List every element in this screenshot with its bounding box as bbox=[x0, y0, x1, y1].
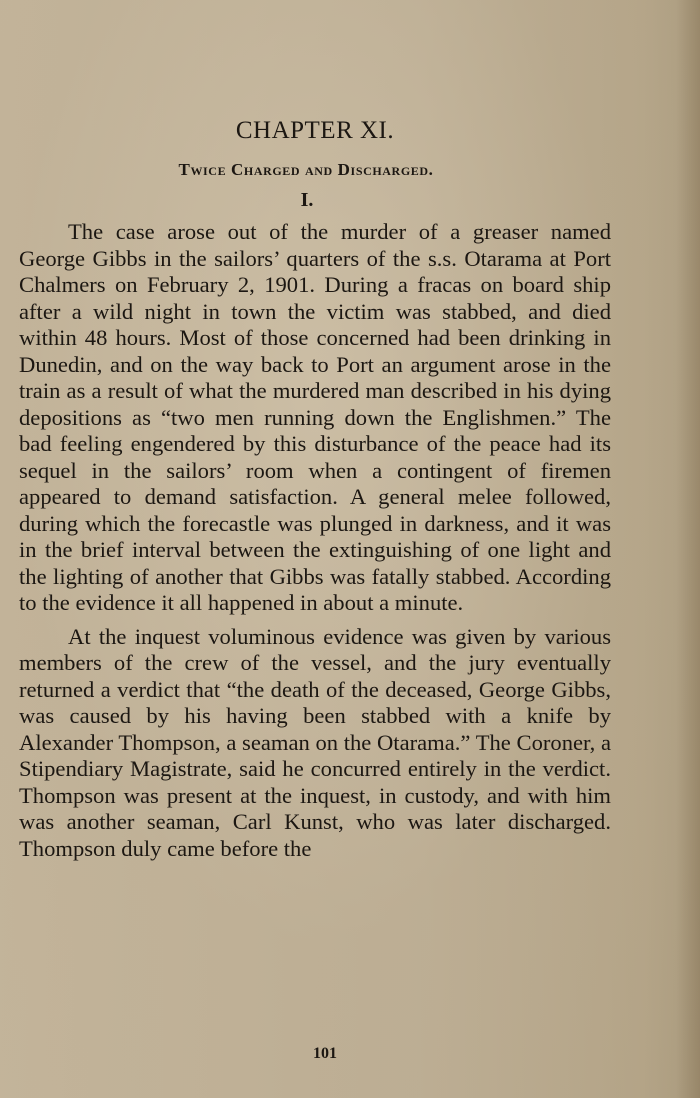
chapter-title: CHAPTER XI. bbox=[235, 117, 395, 144]
section-number: I. bbox=[300, 189, 314, 211]
chapter-subtitle: Twice Charged and Discharged. bbox=[178, 160, 434, 179]
page-number: 101 bbox=[313, 1045, 337, 1062]
paragraph: At the inquest voluminous evidence was given by various members of the crew of the vessel, and the jury eventually returned a verdict that “the death of the deceased, George Gibbs, was caused by his having been stabbed with a knife by Alexander Thompson, a seaman on the Otarama.” The Coroner, a Stipendiary Magistrate, said he concurred entirely in the verdict. Thompson was present at the inquest, in custody, and with him was another seaman, Carl Kunst, who was later discharged. Thompson duly came before the bbox=[19, 623, 611, 861]
paragraph: The case arose out of the murder of a greaser named George Gibbs in the sailors’ quarters of the s.s. Otarama at Port Chalmers on February 2, 1901. During a fracas on board ship after a wild night in town the victim was stabbed, and died within 48 hours. Most of those concerned had been drinking in Dunedin, and on the way back to Port an argument arose in the train as a result of what the murdered man described in his dying depositions as “two men running down the Englishmen.” The bad feeling engendered by this disturbance of the peace had its sequel in the sailors’ room when a contingent of firemen appeared to demand satisfaction. A general melee followed, during which the forecastle was plunged in darkness, and it was in the brief interval between the extinguishing of one light and the lighting of another that Gibbs was fatally stabbed. According to the evidence it all happened in about a minute. bbox=[19, 219, 611, 615]
page-edge-shadow bbox=[676, 0, 700, 1098]
body-text bbox=[19, 219, 611, 862]
